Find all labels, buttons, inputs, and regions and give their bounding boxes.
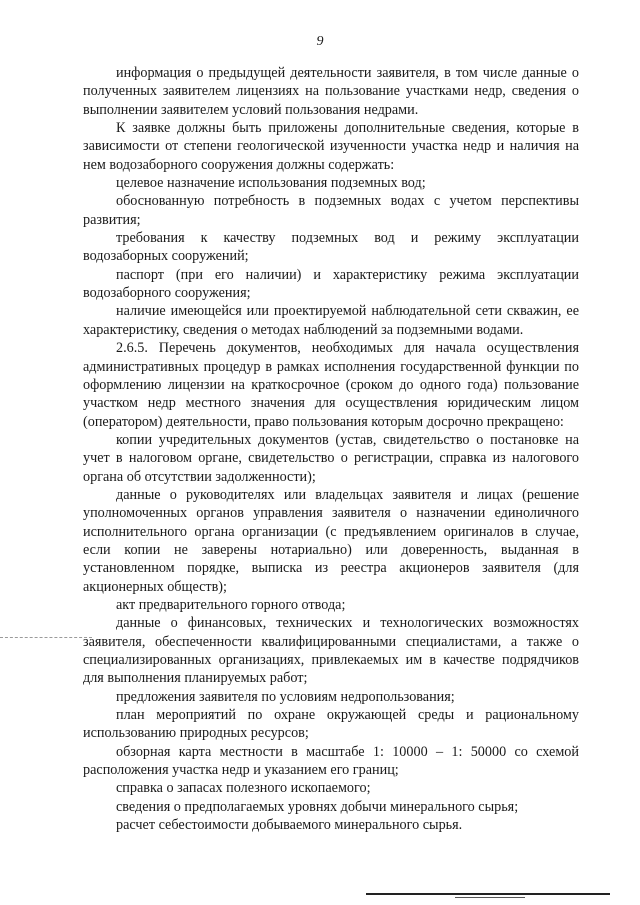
scan-artifact-dash — [0, 637, 92, 638]
page-number: 9 — [316, 34, 324, 49]
list-item: акт предварительного горного отвода; — [116, 596, 346, 613]
list-item: обоснованную потребность в подземных водах с учетом перспективы развития; — [83, 193, 579, 228]
list-item: план мероприятий по охране окружающей среды и рациональному использованию природных ресурсов; — [83, 707, 579, 742]
list-item: данные о финансовых, технических и технологических возможностях заявителя, обеспеченности квалифицированными специалистами, а также о специализированных организациях, привлекаемых им в качестве подрядчиков для выполнения планируемых работ; — [83, 615, 579, 687]
list-item: обзорная карта местности в масштабе 1: 10000 – 1: 50000 со схемой расположения участка недр и указанием его границ; — [83, 743, 579, 779]
paragraph: К заявке должны быть приложены дополнительные сведения, которые в зависимости от степени геологической изученности участка недр и наличия на нем водозаборного сооружения должны содержать: — [83, 120, 579, 173]
scan-artifact-line — [455, 897, 525, 898]
list-item: копии учредительных документов (устав, свидетельство о постановке на учет в налоговом органе, свидетельство о регистрации, справка из налогового органа об отсутствии задолженности); — [83, 431, 579, 485]
list-item: паспорт (при его наличии) и характеристику режима эксплуатации водозаборного сооружения; — [83, 266, 579, 302]
document-body — [83, 64, 579, 834]
list-item: расчет себестоимости добываемого минерального сырья. — [116, 817, 463, 834]
list-item: целевое назначение использования подземных вод; — [116, 175, 426, 192]
list-item: сведения о предполагаемых уровнях добычи минерального сырья; — [116, 798, 519, 815]
paragraph: информация о предыдущей деятельности заявителя, в том числе данные о полученных заявителем лицензиях на пользование участками недр, сведения о выполнении заявителем условий пользования недрами. — [83, 65, 579, 118]
list-item: данные о руководителях или владельцах заявителя и лицах (решение уполномоченных органов управления заявителя о назначении единоличного исполнительного органа организации (с предъявлением оригиналов в случае, если копии не заверены нотариально) или доверенность, выданная в установленном порядке, выписка из реестра акционеров заявителя (для акционерных обществ); — [83, 486, 579, 595]
list-item: справка о запасах полезного ископаемого; — [116, 780, 371, 797]
list-item: предложения заявителя по условиям недропользования; — [116, 688, 455, 705]
section-paragraph: 2.6.5. Перечень документов, необходимых для начала осуществления административных процедур в рамках исполнения государственной функции по оформлению лицензии на краткосрочное (сроком до одного года) пользование участком недр местного значения для осуществления юридическим лицом (оператором) деятельности, право пользования которым досрочно прекращено: — [83, 340, 579, 430]
list-item: требования к качеству подземных вод и режиму эксплуатации водозаборных сооружений; — [83, 230, 579, 265]
scan-artifact-line — [366, 893, 610, 895]
list-item: наличие имеющейся или проектируемой наблюдательной сети скважин, ее характеристику, сведения о методах наблюдений за подземными водами. — [83, 303, 579, 338]
